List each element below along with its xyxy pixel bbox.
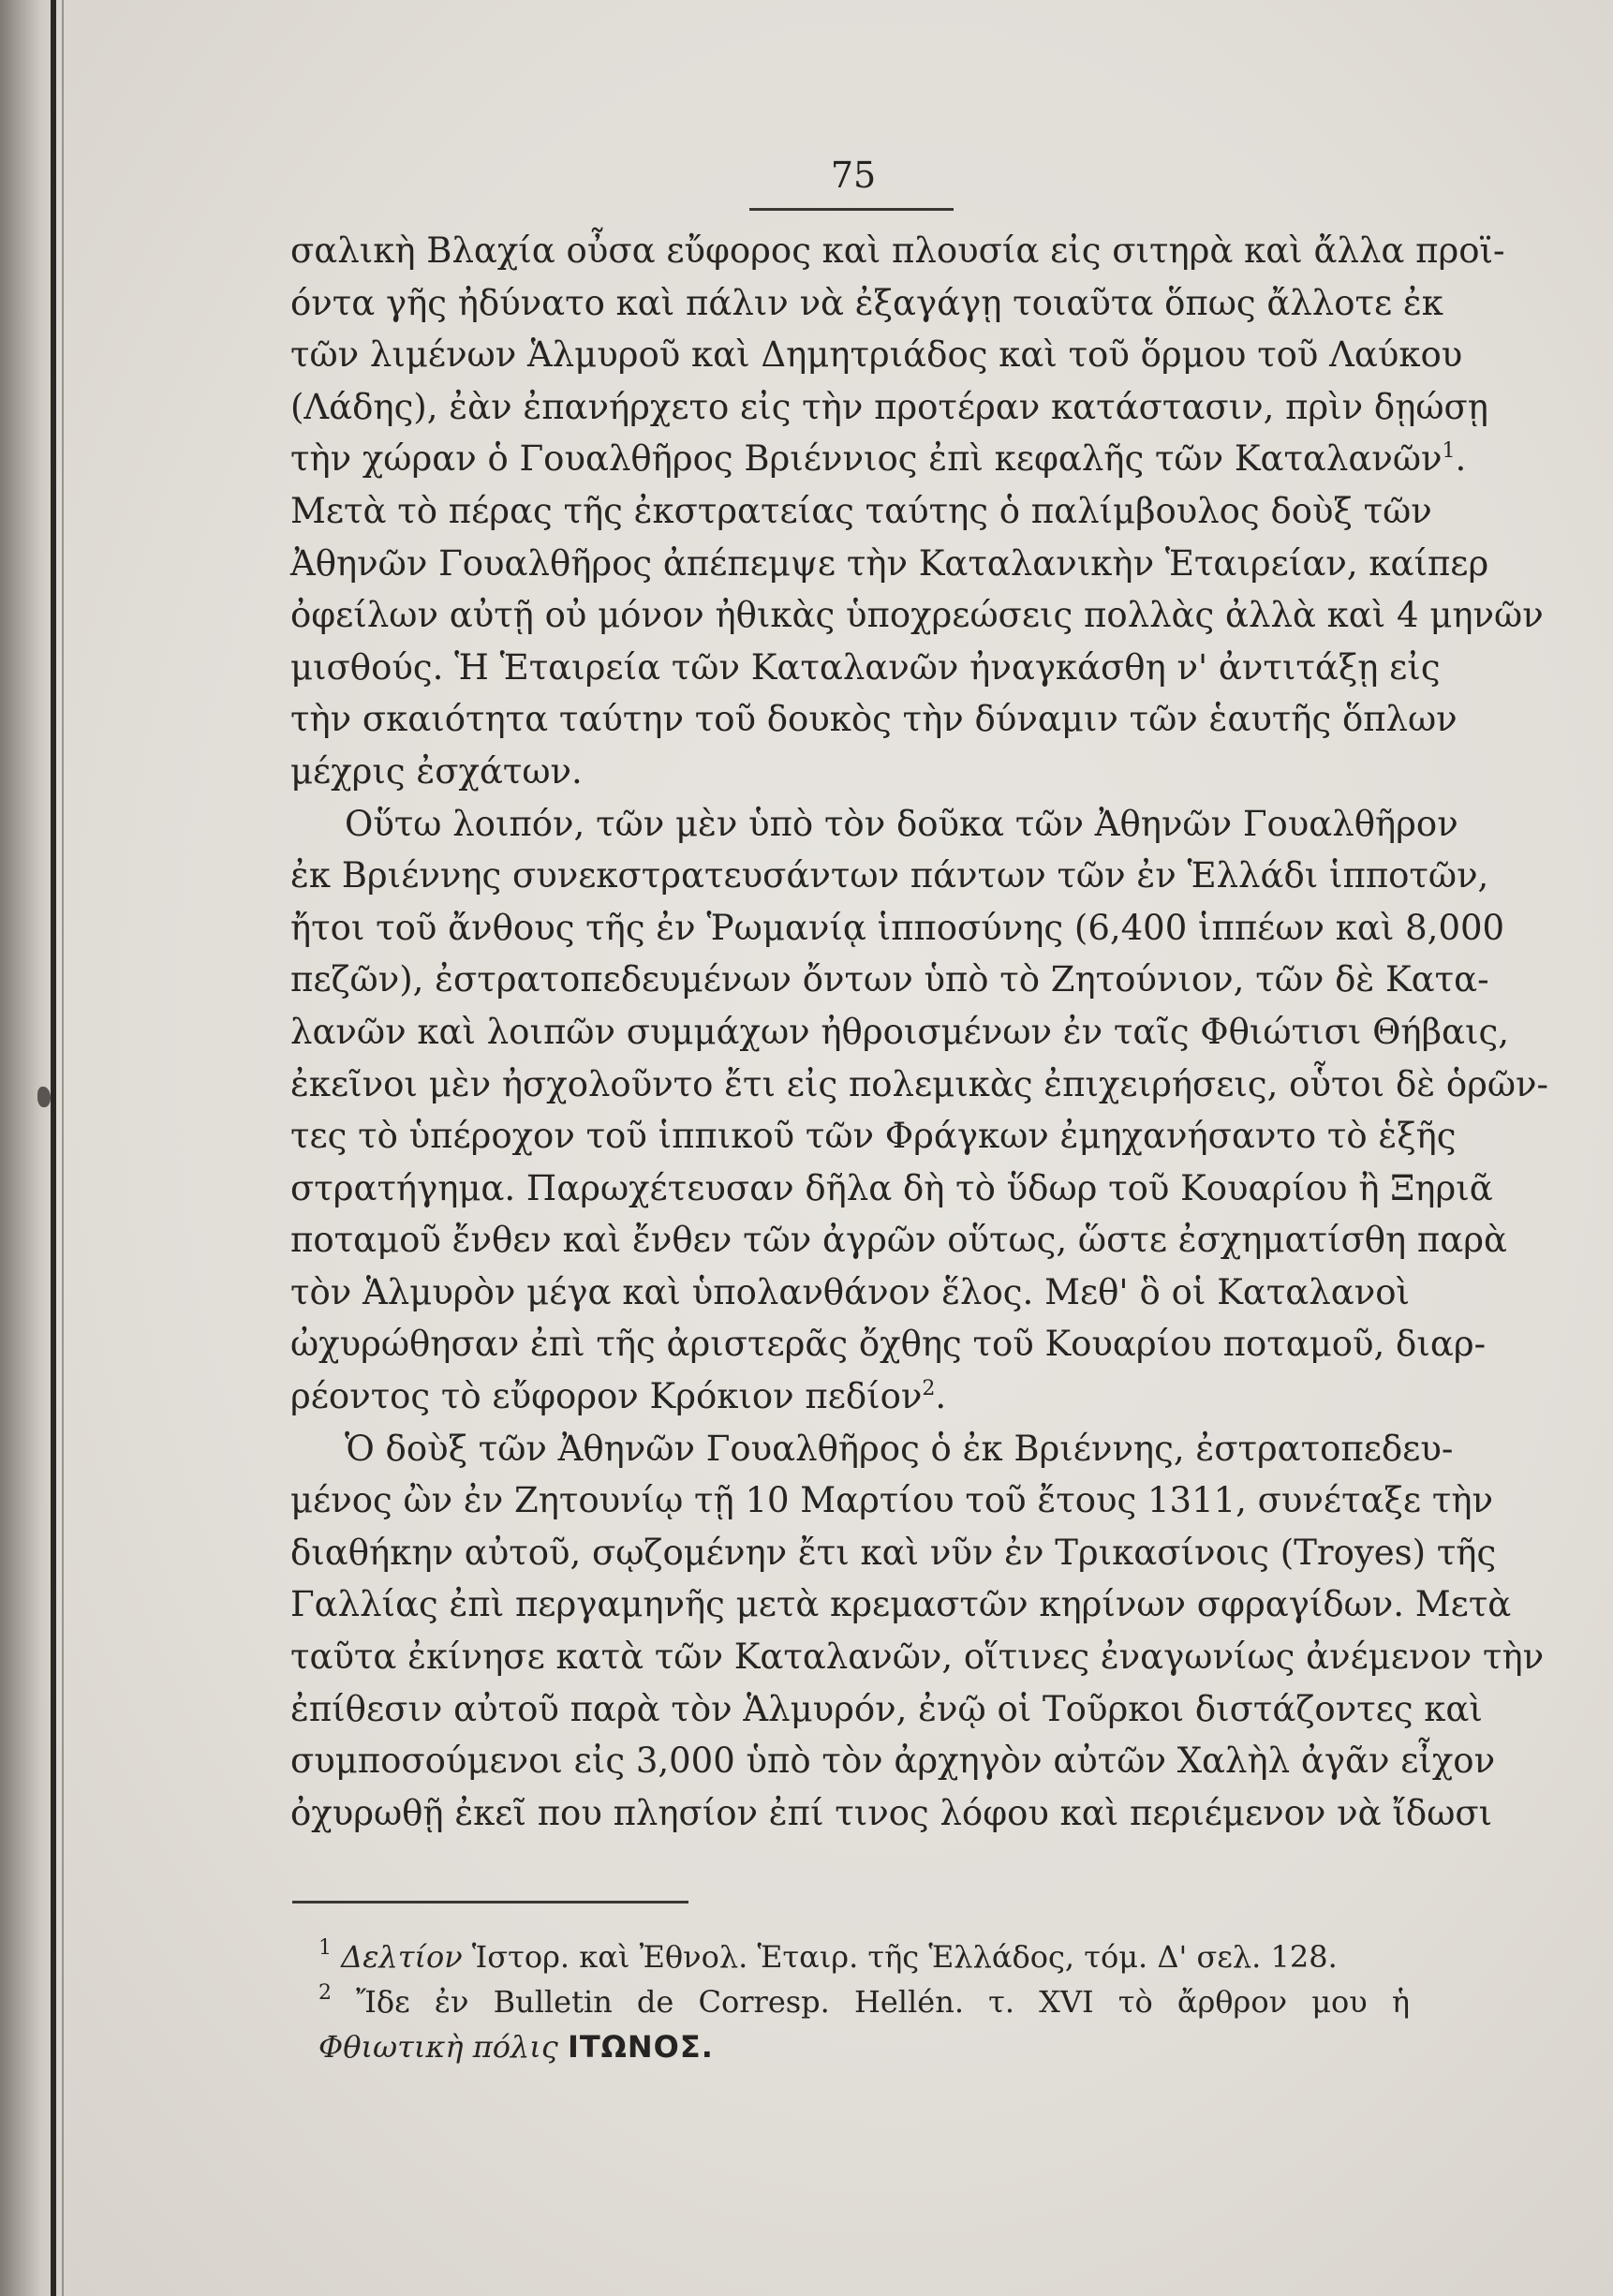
text-line: τες τὸ ὑπέροχον τοῦ ἱππικοῦ τῶν Φράγκων ἐμηχανήσαντο τὸ ἑξῆς bbox=[290, 1116, 1457, 1157]
text-line: ἐκεῖνοι μὲν ἠσχολοῦντο ἔτι εἰς πολεμικὰς ἐπιχειρήσεις, οὗτοι δὲ ὁρῶν- bbox=[290, 1063, 1549, 1104]
text-line: Οὕτω λοιπόν, τῶν μὲν ὑπὸ τὸν δοῦκα τῶν Ἀθηνῶν Γουαλθῆρον bbox=[345, 803, 1458, 844]
text-line: μένος ὢν ἐν Ζητουνίῳ τῇ 10 Μαρτίου τοῦ ἔτους 1311, συνέταξε τὴν bbox=[290, 1480, 1493, 1521]
text-line: λανῶν καὶ λοιπῶν συμμάχων ἠθροισμένων ἐν ταῖς Φθιώτισι Θήβαις, bbox=[290, 1011, 1509, 1052]
text-line: τῶν λιμένων Ἁλμυροῦ καὶ Δημητριάδος καὶ τοῦ ὅρμου τοῦ Λαύκου bbox=[290, 334, 1463, 376]
text-line: τὴν σκαιότητα ταύτην τοῦ δουκὸς τὴν δύναμιν τῶν ἑαυτῆς ὅπλων bbox=[290, 699, 1458, 740]
footnote-2 bbox=[318, 1979, 1410, 2024]
text-line: σαλικὴ Βλαχία οὖσα εὔφορος καὶ πλουσία εἰς σιτηρὰ καὶ ἄλλα προϊ- bbox=[290, 230, 1505, 271]
footnote-ref-1[interactable]: 1 bbox=[1442, 439, 1456, 464]
text-line: Ἀθηνῶν Γουαλθῆρος ἀπέπεμψε τὴν Καταλανικὴν Ἑταιρείαν, καίπερ bbox=[290, 542, 1489, 584]
text-line: ἐπίθεσιν αὐτοῦ παρὰ τὸν Ἁλμυρόν, ἐνῷ οἱ Τοῦρκοι διστάζοντες καὶ bbox=[290, 1688, 1483, 1729]
text-line: ἤτοι τοῦ ἄνθους τῆς ἐν Ῥωμανίᾳ ἱπποσύνης (6,400 ἱππέων καὶ 8,000 bbox=[290, 907, 1505, 948]
text-line: Μετὰ τὸ πέρας τῆς ἐκστρατείας ταύτης ὁ παλίμβουλος δοὺξ τῶν bbox=[290, 490, 1432, 531]
footnote-text: Ἱστορ. καὶ Ἐθνολ. Ἑταιρ. τῆς Ἑλλάδος, τόμ. Δ' σελ. 128. bbox=[471, 1939, 1338, 1975]
footnote-rule bbox=[292, 1901, 688, 1903]
text-line: πεζῶν), ἐστρατοπεδευμένων ὄντων ὑπὸ τὸ Ζητούνιον, τῶν δὲ Κατα- bbox=[290, 959, 1489, 1000]
text-line: όντα γῆς ἠδύνατο καὶ πάλιν νὰ ἐξαγάγῃ τοιαῦτα ὅπως ἄλλοτε ἐκ bbox=[290, 282, 1443, 323]
text-line: ὀχυρωθῇ ἐκεῖ που πλησίον ἐπί τινος λόφου καὶ περιέμενον νὰ ἴδωσι bbox=[290, 1792, 1493, 1833]
text-line: Γαλλίας ἐπὶ περγαμηνῆς μετὰ κρεμαστῶν κηρίνων σφραγίδων. Μετὰ bbox=[290, 1584, 1512, 1625]
text-line: ὀφείλων αὐτῇ οὐ μόνον ἠθικὰς ὑποχρεώσεις πολλὰς ἀλλὰ καὶ 4 μηνῶν bbox=[290, 595, 1544, 636]
text-line: διαθήκην αὐτοῦ, σῳζομένην ἔτι καὶ νῦν ἐν Τρικασίνοις (Troyes) τῆς bbox=[290, 1532, 1497, 1573]
text-line: ταῦτα ἐκίνησε κατὰ τῶν Καταλανῶν, οἵτινες ἐναγωνίως ἀνέμενον τὴν bbox=[290, 1637, 1545, 1678]
text-line: (Λάδης), ἐὰν ἐπανήρχετο εἰς τὴν προτέραν κατάστασιν, πρὶν δῃώσῃ bbox=[290, 386, 1488, 427]
text-line: μισθούς. Ἡ Ἑταιρεία τῶν Καταλανῶν ἠναγκάσθη ν' ἀντιτάξῃ εἰς bbox=[290, 646, 1441, 688]
ink-fleck bbox=[37, 1087, 51, 1107]
footnote-ref-2[interactable]: 2 bbox=[922, 1377, 936, 1401]
text-line: ρέοντος τὸ εὔφορον Κρόκιον πεδίον$^2$. bbox=[290, 1376, 947, 1417]
footnote-1 bbox=[318, 1934, 1410, 1979]
text-line: στρατήγημα. Παρωχέτευσαν δῆλα δὴ τὸ ὕδωρ τοῦ Κουαρίου ἢ Ξηριᾶ bbox=[290, 1167, 1493, 1208]
main-text bbox=[290, 225, 1549, 1839]
text-line: ἐκ Βριέννης συνεκστρατευσάντων πάντων τῶν ἐν Ἑλλάδι ἱπποτῶν, bbox=[290, 855, 1489, 896]
book-binding-edge bbox=[51, 0, 56, 2296]
text-line: ὠχυρώθησαν ἐπὶ τῆς ἀριστερᾶς ὄχθης τοῦ Κουαρίου ποταμοῦ, διαρ- bbox=[290, 1324, 1487, 1365]
page-number: 75 bbox=[830, 155, 877, 196]
text-line: ποταμοῦ ἔνθεν καὶ ἔνθεν τῶν ἀγρῶν οὕτως, ὥστε ἐσχηματίσθη παρὰ bbox=[290, 1220, 1507, 1261]
footnote-italic-title: Δελτίον bbox=[341, 1939, 463, 1975]
book-binding-shadow bbox=[0, 0, 58, 2296]
footnote-italic-title: Φθιωτικὴ πόλις bbox=[318, 2029, 558, 2065]
footnote-2-continued bbox=[318, 2024, 1410, 2069]
footnote-bold-title: ΙΤΩΝΟΣ. bbox=[567, 2029, 714, 2065]
footnote-number: 1 bbox=[318, 1936, 332, 1960]
header-rule bbox=[749, 208, 954, 211]
footnote-number: 2 bbox=[318, 1981, 332, 2005]
book-binding-inner-edge bbox=[62, 0, 64, 2296]
footnotes bbox=[318, 1934, 1410, 2069]
text-line: Ὁ δοὺξ τῶν Ἀθηνῶν Γουαλθῆρος ὁ ἐκ Βριέννης, ἐστρατοπεδευ- bbox=[345, 1428, 1454, 1469]
text-line-content: τὴν χώραν ὁ Γουαλθῆρος Βριέννιος ἐπὶ κεφαλῆς τῶν Καταλανῶν bbox=[290, 438, 1443, 480]
text-line: μέχρις ἐσχάτων. bbox=[290, 750, 583, 792]
text-line: τὸν Ἁλμυρὸν μέγα καὶ ὑπολανθάνον ἕλος. Μεθ' ὃ οἱ Καταλανοὶ bbox=[290, 1271, 1410, 1312]
footnote-text: Ἴδε ἐν Bulletin de Corresp. Hellén. τ. XVI τὸ ἄρθρον μου ἡ bbox=[356, 1984, 1411, 2020]
text-line bbox=[290, 433, 1456, 485]
text-line-content: ρέοντος τὸ εὔφορον Κρόκιον πεδίον bbox=[290, 1376, 923, 1417]
text-line: συμποσούμενοι εἰς 3,000 ὑπὸ τὸν ἀρχηγὸν αὐτῶν Χαλὴλ ἀγᾶν εἶχον bbox=[290, 1741, 1496, 1782]
